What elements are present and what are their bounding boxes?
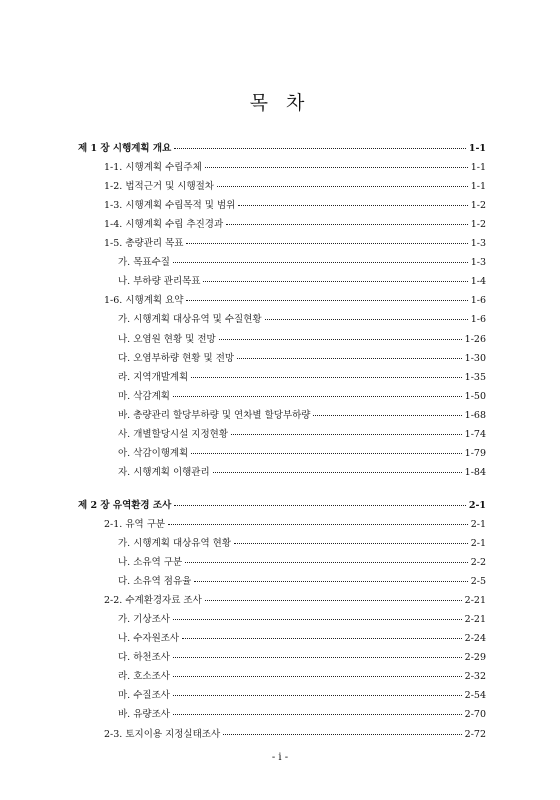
toc-entry-page: 1-1 — [470, 181, 486, 193]
toc-entry — [118, 535, 486, 549]
toc-entry-page: 1-50 — [464, 390, 486, 402]
dot-leader — [194, 581, 467, 582]
toc-entry-label: 2-3. 토지이용 지정실태조사 — [104, 728, 221, 740]
dot-leader — [313, 415, 461, 416]
dot-leader — [217, 186, 468, 187]
toc-entry — [118, 350, 486, 364]
toc-entry-label: 라. 호소조사 — [118, 671, 170, 683]
toc-entry-label: 2-1. 유역 구분 — [104, 518, 166, 530]
dot-leader — [213, 472, 462, 473]
toc-entry-page: 1-74 — [464, 428, 486, 440]
dot-leader — [173, 262, 468, 263]
toc-entry-page: 2-70 — [464, 709, 486, 721]
dot-leader — [234, 543, 468, 544]
dot-leader — [265, 319, 468, 320]
toc-entry — [118, 630, 486, 644]
toc-entry-label: 1-2. 법적근거 및 시행절차 — [104, 181, 214, 193]
toc-entry-label: 제 1 장 시행계획 개요 — [78, 143, 172, 154]
dot-leader — [219, 339, 462, 340]
toc-entry-page: 1-2 — [470, 219, 486, 231]
dot-leader — [168, 524, 468, 525]
toc-entry-label: 마. 수질조사 — [118, 690, 170, 702]
toc-entry — [118, 388, 486, 402]
toc-entry-label: 가. 목표수질 — [118, 257, 170, 269]
toc-entry-page: 2-1 — [470, 538, 486, 549]
toc-entry — [104, 516, 486, 530]
toc-entry-page: 2-54 — [464, 690, 486, 702]
toc-entry — [104, 592, 486, 606]
toc-entry-page: 2-29 — [464, 652, 486, 664]
dot-leader — [186, 300, 467, 301]
toc-entry — [118, 273, 486, 287]
dot-leader — [205, 167, 468, 168]
toc-entry-page: 2-32 — [464, 671, 486, 683]
toc-entry-page: 1-79 — [464, 447, 486, 459]
page-title: 목 차 — [249, 92, 311, 114]
toc-entry — [118, 254, 486, 268]
toc-entry-label: 나. 부하량 관리목표 — [118, 276, 201, 288]
dot-leader — [173, 676, 462, 677]
dot-leader — [173, 619, 462, 620]
toc-entry-label: 가. 시행계획 대상유역 현황 — [118, 538, 232, 549]
dot-leader — [191, 377, 461, 378]
toc-entry-page: 2-5 — [470, 576, 486, 588]
toc-entry — [118, 687, 486, 701]
toc-entry-page: 1-6 — [470, 295, 486, 307]
dot-leader — [173, 657, 462, 658]
toc-entry-page: 2-1 — [468, 499, 486, 511]
toc-entry-label: 다. 오염부하량 현황 및 전망 — [118, 352, 235, 364]
toc-entry-label: 라. 지역개발계획 — [118, 371, 189, 383]
dot-leader — [226, 224, 468, 225]
toc-entry — [118, 445, 486, 459]
toc-entry-page: 1-1 — [468, 143, 486, 154]
dot-leader — [191, 453, 461, 454]
toc-entry-page: 1-3 — [470, 238, 486, 250]
toc-entry-page: 1-3 — [470, 257, 486, 269]
dot-leader — [185, 562, 468, 563]
toc-entry-label: 1-6. 시행계획 요약 — [104, 295, 184, 307]
dot-leader — [186, 243, 467, 244]
toc-entry — [118, 311, 486, 325]
toc-entry-label: 가. 시행계획 대상유역 및 수질현황 — [118, 314, 262, 326]
dot-leader — [173, 396, 462, 397]
toc-entry — [104, 235, 486, 249]
toc-entry-label: 바. 유량조사 — [118, 709, 170, 721]
dot-leader — [173, 695, 462, 696]
toc-entry — [104, 159, 486, 173]
toc-entry — [118, 611, 486, 625]
toc-entry-page: 2-2 — [470, 557, 486, 569]
toc-entry-label: 1-3. 시행계획 수립목적 및 범위 — [104, 200, 236, 212]
dot-leader — [205, 600, 462, 601]
toc-entry-label: 사. 개별할당시설 지정현황 — [118, 428, 229, 440]
toc-entry-label: 아. 삭감이행계획 — [118, 447, 189, 459]
toc-entry-page: 1-6 — [470, 314, 486, 326]
toc-chapter — [78, 497, 486, 511]
toc-entry-label: 1-5. 총량관리 목표 — [104, 238, 184, 250]
toc-entry-page: 1-4 — [470, 276, 486, 288]
toc-entry-page: 1-26 — [464, 333, 486, 345]
toc-entry — [118, 464, 486, 478]
toc-entry — [118, 407, 486, 421]
toc-entry — [118, 426, 486, 440]
toc-entry-page: 1-84 — [464, 466, 486, 478]
toc-entry-page: 2-21 — [464, 614, 486, 626]
dot-leader — [231, 434, 462, 435]
toc-entry-label: 제 2 장 유역환경 조사 — [78, 499, 172, 511]
dot-leader — [223, 734, 462, 735]
toc-entry — [118, 668, 486, 682]
toc-entry-page: 1-68 — [464, 409, 486, 421]
toc-entry-label: 1-4. 시행계획 수립 추진경과 — [104, 219, 224, 231]
toc-entry-page: 2-72 — [464, 728, 486, 740]
toc-entry — [118, 331, 486, 345]
toc-entry — [104, 197, 486, 211]
toc-entry-page: 1-35 — [464, 371, 486, 383]
toc-entry — [118, 573, 486, 587]
toc-entry — [104, 216, 486, 230]
toc-entry-label: 마. 삭감계획 — [118, 390, 170, 402]
toc-entry — [118, 369, 486, 383]
toc-entry-label: 바. 총량관리 할당부하량 및 연차별 할당부하량 — [118, 409, 311, 421]
toc-entry — [104, 292, 486, 306]
toc-entry-page: 1-30 — [464, 352, 486, 364]
toc-entry-page: 1-1 — [470, 162, 486, 174]
toc-entry — [104, 726, 486, 740]
toc-entry-label: 가. 기상조사 — [118, 614, 170, 626]
dot-leader — [238, 205, 467, 206]
toc-entry — [118, 649, 486, 663]
dot-leader — [174, 505, 466, 506]
toc-entry-label: 나. 오염원 현황 및 전망 — [118, 333, 216, 345]
toc-entry-label: 1-1. 시행계획 수립주체 — [104, 162, 202, 174]
toc-entry-label: 나. 수자원조사 — [118, 633, 180, 645]
toc-entry-page: 2-21 — [464, 595, 486, 607]
dot-leader — [203, 281, 467, 282]
toc-entry-label: 나. 소유역 구분 — [118, 557, 183, 569]
toc-entry — [118, 554, 486, 568]
toc-entry — [104, 178, 486, 192]
toc-entry-page: 1-2 — [470, 200, 486, 212]
dot-leader — [237, 358, 462, 359]
toc-entry-label: 2-2. 수계환경자료 조사 — [104, 595, 202, 607]
dot-leader — [174, 148, 466, 149]
toc-entry-label: 자. 시행계획 이행관리 — [118, 466, 210, 478]
toc-entry — [118, 706, 486, 720]
toc-chapter — [78, 140, 486, 154]
dot-leader — [182, 638, 462, 639]
page-number: - i - — [271, 752, 289, 763]
toc-entry-label: 다. 소유역 점유율 — [118, 576, 192, 588]
toc-entry-page: 2-1 — [470, 518, 486, 530]
toc-entry-page: 2-24 — [464, 633, 486, 645]
toc-entry-label: 다. 하천조사 — [118, 652, 170, 664]
dot-leader — [173, 714, 462, 715]
